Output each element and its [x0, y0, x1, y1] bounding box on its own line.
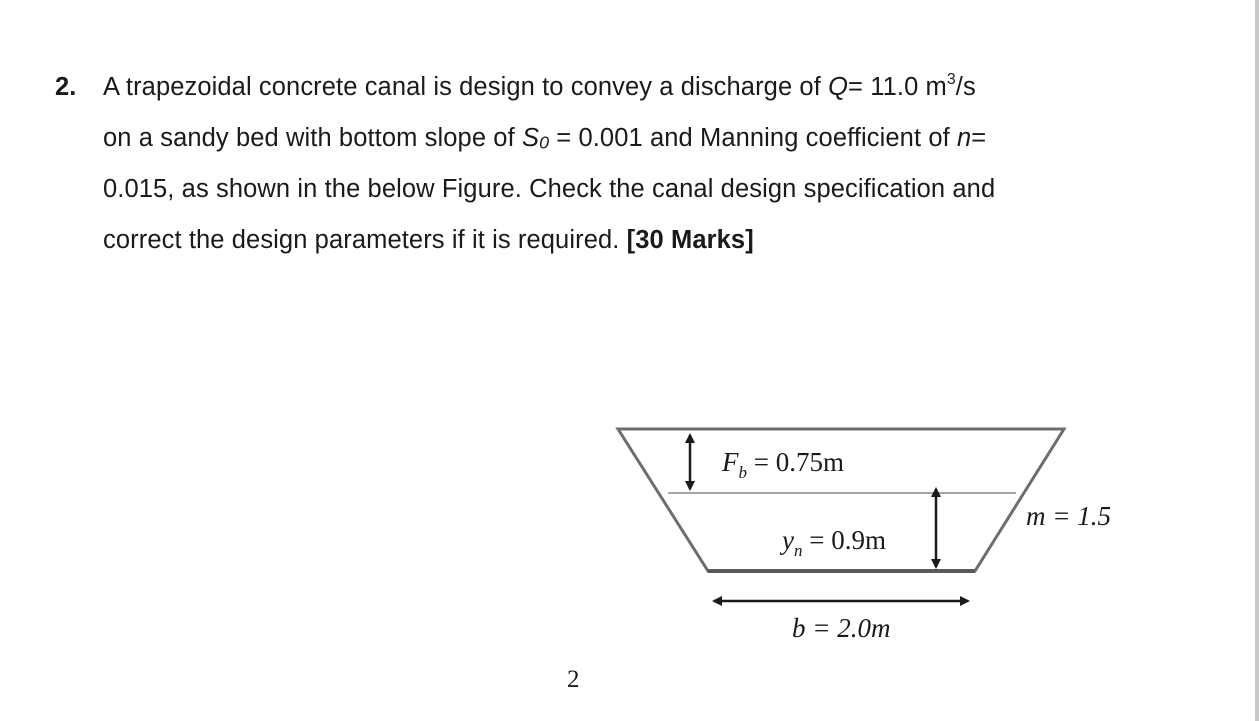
page-number: 2	[567, 666, 580, 693]
discharge-value: = 11.0 m	[848, 73, 947, 101]
side-slope-label: m = 1.5	[1026, 501, 1111, 531]
line4-text: correct the design parameters if it is required.	[103, 226, 627, 254]
manning-symbol: n	[956, 124, 972, 152]
question-line-3: 0.015, as shown in the below Figure. Check the canal design specification and	[103, 175, 996, 203]
slope-subscript: 0	[539, 132, 550, 153]
line2-text: on a sandy bed with bottom slope of	[103, 124, 522, 152]
discharge-symbol: Q	[828, 73, 849, 101]
line1-text: A trapezoidal concrete canal is design to convey a discharge of	[103, 73, 829, 101]
question-line-1	[103, 62, 1165, 113]
marks-label: [30 Marks]	[626, 226, 754, 254]
depth-label: $y_n = 0.9m$	[782, 525, 886, 560]
question-text	[103, 62, 1165, 266]
discharge-unit-tail: /s	[955, 73, 976, 101]
question-2	[55, 62, 1165, 266]
question-line-2	[103, 113, 1165, 164]
bottom-width-label: b = 2.0m	[792, 613, 891, 643]
freeboard-label: $F_b = 0.75m$	[722, 447, 844, 482]
manning-equals: =	[971, 124, 987, 152]
discharge-unit-exponent: 3	[946, 70, 956, 88]
scan-edge	[1255, 0, 1259, 721]
canal-cross-section-figure	[600, 415, 1140, 655]
slope-value-text: = 0.001 and Manning coefficient of	[549, 124, 957, 152]
slope-symbol: S	[521, 124, 540, 152]
question-line-4	[103, 215, 1165, 266]
question-number: 2.	[55, 73, 77, 101]
